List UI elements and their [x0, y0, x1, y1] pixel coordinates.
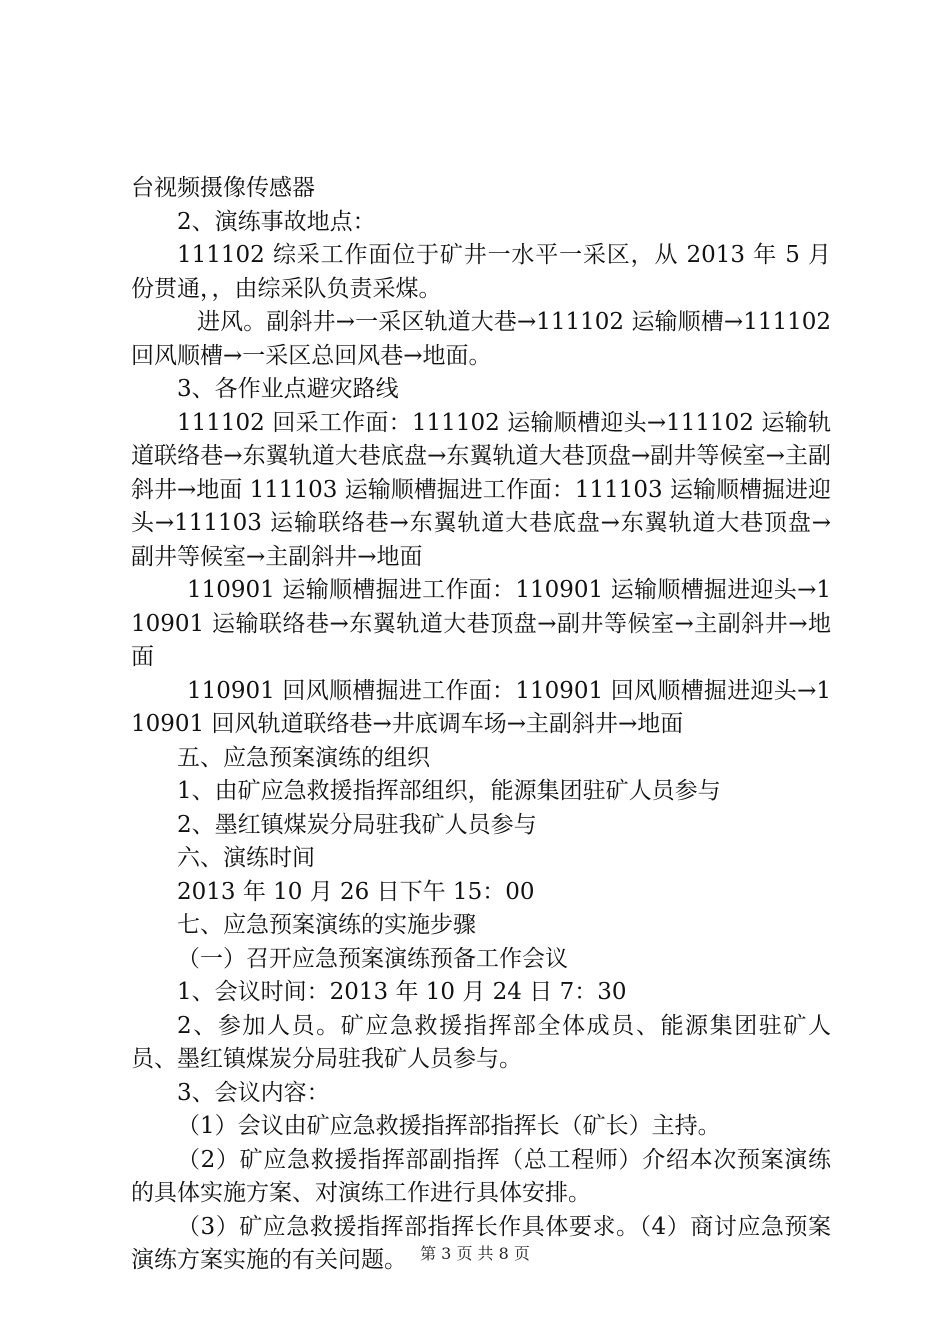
section-heading: 七、应急预案演练的实施步骤: [177, 912, 476, 938]
paragraph: 110901 回风顺槽掘进工作面：110901 回风顺槽掘进迎头→110901 回风轨道联络巷→井底调车场→主副斜井→地面: [131, 677, 831, 737]
section-heading: 六、演练时间: [177, 845, 315, 871]
subsection-heading: （一）召开应急预案演练预备工作会议: [177, 945, 568, 972]
paragraph: 1、由矿应急救援指挥部组织，能源集团驻矿人员参与: [177, 778, 721, 804]
page-number-footer: 第 3 页 共 8 页: [420, 1244, 530, 1263]
section-heading: 2、演练事故地点：: [177, 208, 376, 235]
paragraph: 2、墨红镇煤炭分局驻我矿人员参与: [177, 811, 537, 838]
paragraph: （2）矿应急救援指挥部副指挥（总工程师）介绍本次预案演练的具体实施方案、对演练工作进行具体安排。: [131, 1146, 831, 1206]
paragraph: （3）矿应急救援指挥部指挥长作具体要求。（4）商讨应急预案演练方案实施的有关问题。: [131, 1213, 831, 1273]
paragraph: 111102 综采工作面位于矿井一水平一采区，从 2013 年 5 月份贯通，，由综采队负责采煤。: [131, 242, 831, 302]
paragraph: 1、会议时间：2013 年 10 月 24 日 7：30: [177, 979, 627, 1005]
paragraph: 台视频摄像传感器: [131, 175, 315, 201]
paragraph: 2013 年 10 月 26 日下午 15：00: [177, 878, 535, 905]
paragraph: 111102 回采工作面：111102 运输顺槽迎头→111102 运输轨道联络巷→东翼轨道大巷底盘→东翼轨道大巷顶盘→副井等候室→主副斜井→地面 111103 运输顺槽掘进工作面：111103 运输顺槽掘进迎头→111103 运输联络巷→东翼轨道大巷底盘→东翼轨道大巷顶盘→副井等候室→主副斜井→地面: [131, 409, 831, 570]
paragraph: 3、会议内容：: [177, 1079, 330, 1106]
paragraph: （1）会议由矿应急救援指挥部指挥长（矿长）主持。: [177, 1113, 721, 1139]
section-heading: 3、各作业点避灾路线: [177, 376, 399, 402]
paragraph: 110901 运输顺槽掘进工作面：110901 运输顺槽掘进迎头→110901 运输联络巷→东翼轨道大巷顶盘→副井等候室→主副斜井→地面: [131, 577, 831, 670]
paragraph: 进风。副斜井→一采区轨道大巷→111102 运输顺槽→111102 回风顺槽→一采区总回风巷→地面。: [131, 309, 831, 369]
document-body: [131, 172, 831, 1278]
section-heading: 五、应急预案演练的组织: [177, 744, 430, 771]
paragraph: 2、参加人员。矿应急救援指挥部全体成员、能源集团驻矿人员、墨红镇煤炭分局驻我矿人员参与。: [131, 1012, 831, 1072]
